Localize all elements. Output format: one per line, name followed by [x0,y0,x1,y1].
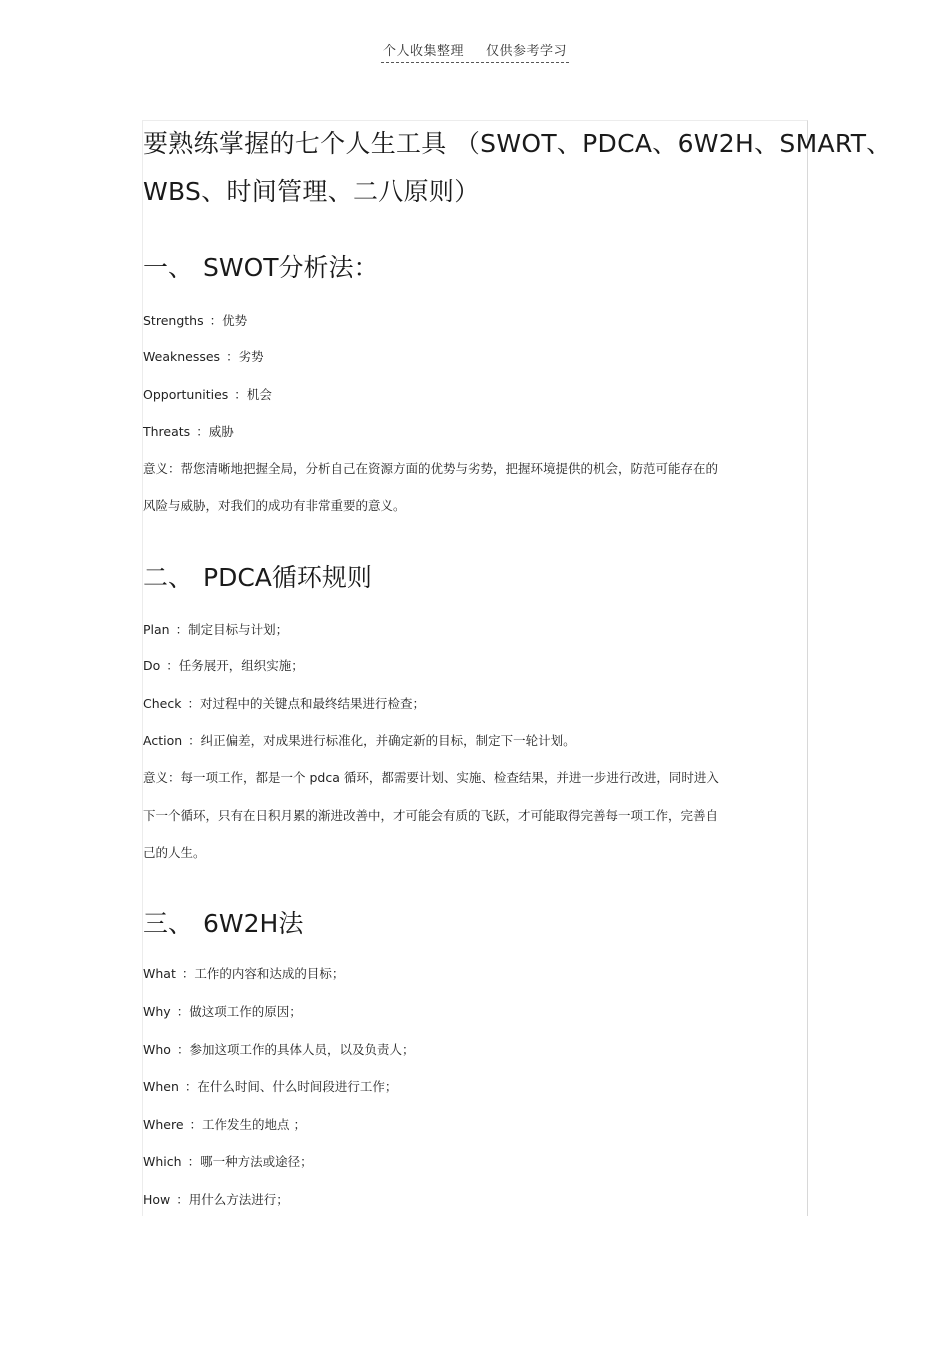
section-title: 6W2H法 [203,909,304,938]
swot-item-threats: Threats ：威胁 [143,424,234,439]
section-number: 三、 [143,909,194,938]
section-heading-pdca [143,558,372,594]
pdca-meaning-line-2: 下一个循环，只有在日积月累的渐进改善中，才可能会有质的飞跃，才可能取得完善每一项工作，完善自 [143,808,719,823]
section-title: PDCA循环规则 [203,563,372,592]
6w2h-item-who: Who ：参加这项工作的具体人员，以及负责人； [143,1042,415,1057]
section-heading-6w2h [143,904,303,940]
6w2h-item-what: What ：工作的内容和达成的目标； [143,966,345,981]
section-heading-swot [143,248,379,284]
pdca-item-check: Check ：对过程中的关键点和最终结果进行检查； [143,696,425,711]
pdca-meaning-line-3: 己的人生。 [143,845,206,860]
6w2h-item-when: When ：在什么时间、什么时间段进行工作； [143,1079,398,1094]
section-number: 一、 [143,253,194,282]
swot-item-opportunities: Opportunities ：机会 [143,387,272,402]
header-right-text: 仅供参考学习 [486,44,568,59]
6w2h-item-why: Why ：做这项工作的原因； [143,1004,302,1019]
header-left-text: 个人收集整理 [382,44,464,59]
swot-item-strengths: Strengths ：优势 [143,313,248,328]
pdca-item-plan: Plan ：制定目标与计划； [143,622,289,637]
pdca-meaning-line-1: 意义：每一项工作，都是一个 pdca 循环，都需要计划、实施、检查结果，并进一步进行改进，同时进入 [143,770,719,785]
page-header [0,40,950,63]
6w2h-item-how: How ：用什么方法进行； [143,1192,289,1207]
swot-meaning-line-1: 意义：帮您清晰地把握全局，分析自己在资源方面的优势与劣势，把握环境提供的机会，防范可能存在的 [143,461,719,476]
swot-item-weaknesses: Weaknesses ：劣势 [143,349,264,364]
header-underline [381,40,569,63]
swot-meaning-line-2: 风险与威胁，对我们的成功有非常重要的意义。 [143,498,406,513]
section-title: SWOT分析法： [203,253,379,282]
pdca-item-action: Action ：纠正偏差，对成果进行标准化，并确定新的目标，制定下一轮计划。 [143,733,576,748]
pdca-item-do: Do ：任务展开，组织实施； [143,658,304,673]
6w2h-item-where: Where ：工作发生的地点 ； [143,1117,307,1132]
6w2h-item-which: Which ：哪一种方法或途径； [143,1154,313,1169]
section-number: 二、 [143,563,194,592]
document-title-line-1: 要熟练掌握的七个人生工具 （SWOT、PDCA、6W2H、SMART、 [143,129,892,158]
document-title-line-2: WBS、时间管理、二八原则） [143,177,480,206]
